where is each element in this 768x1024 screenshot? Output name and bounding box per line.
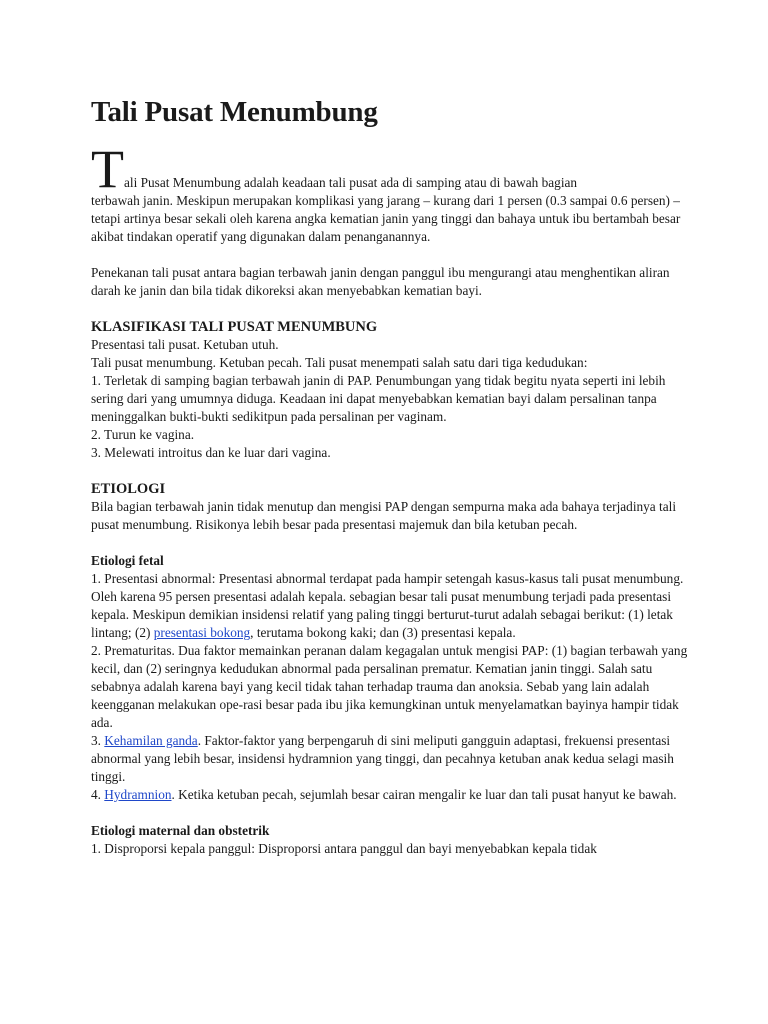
intro-first-line: ali Pusat Menumbung adalah keadaan tali pusat ada di samping atau di bawah bagian bbox=[124, 175, 578, 190]
etiologi-text: Bila bagian terbawah janin tidak menutup dan mengisi PAP dengan sempurna maka ada bahaya terjadinya tali pusat menumbung. Risikonya lebih besar pada presentasi majemuk dan bila ketuban pecah. bbox=[91, 499, 677, 532]
klasifikasi-line: Tali pusat menumbung. Ketuban pecah. Tali pusat menempati salah satu dari tiga kedudukan: bbox=[91, 355, 588, 370]
link-kehamilan-ganda[interactable]: Kehamilan ganda bbox=[104, 733, 198, 748]
fetal-item-1: 1. Presentasi abnormal: Presentasi abnormal terdapat pada hampir setengah kasus-kasus tali pusat menumbung. Oleh karena 95 persen presentasi adalah kepala. sebagian besar tali pusat menumbung terjadi pada presentasi kepala. Meskipun demikian insidensi relatif yang paling tinggi berturut-turut adalah sebagai berikut: (1) letak lintang; (2) presentasi bokong, terutama bokong kaki; dan (3) presentasi kepala. bbox=[91, 571, 684, 640]
drop-cap: T bbox=[91, 139, 124, 199]
klasifikasi-item: 1. Terletak di samping bagian terbawah janin di PAP. Penumbungan yang tidak begitu nyata seperti ini lebih sering dari yang umumnya diduga. Keadaan ini dapat menyebabkan kematian bayi dalam persalinan tanpa meninggalkan bukti-bukti sedikitpun pada persalinan per vaginam. bbox=[91, 373, 666, 424]
link-hydramnion[interactable]: Hydramnion bbox=[104, 787, 172, 802]
paragraph-penekanan: Penekanan tali pusat antara bagian terbawah janin dengan panggul ibu mengurangi atau menghentikan aliran darah ke janin dan bila tidak dikoreksi akan menyebabkan kematian bayi. bbox=[91, 265, 670, 298]
heading-etiologi-maternal: Etiologi maternal dan obstetrik bbox=[91, 823, 270, 838]
link-presentasi-bokong[interactable]: presentasi bokong bbox=[153, 625, 251, 640]
heading-etiologi: ETIOLOGI bbox=[91, 481, 166, 497]
fetal-item-2: 2. Prematuritas. Dua faktor memainkan peranan dalam kegagalan untuk mengisi PAP: (1) bagian terbawah yang kecil, dan (2) seringnya kedudukan abnormal pada persalinan prematur. Kematian janin tinggi. Salah satu sebabnya adalah karena bayi yang kecil tidak tahan terhadap trauma dan anoksia. Sebab yang lain adalah keengganan melakukan ope-rasi besar pada ibu jika kemungkinan untuk menyelamatkan bayinya hampir tidak ada. bbox=[91, 643, 688, 730]
fetal-item-4: 4. Hydramnion. Ketika ketuban pecah, sejumlah besar cairan mengalir ke luar dan tali pusat hanyut ke bawah. bbox=[91, 787, 677, 802]
maternal-item-1: 1. Disproporsi kepala panggul: Disproporsi antara panggul dan bayi menyebabkan kepala tidak bbox=[91, 841, 597, 856]
intro-continuation: terbawah janin. Meskipun merupakan komplikasi yang jarang – kurang dari 1 persen (0.3 sampai 0.6 persen) – tetapi artinya besar sekali oleh karena angka kematian janin yang tinggi dan bahaya untuk ibu bertambah besar akibat tindakan operatif yang digunakan dalam penanganannya. bbox=[91, 193, 681, 244]
page-title: Tali Pusat Menumbung bbox=[91, 96, 378, 128]
document-page bbox=[91, 94, 691, 858]
intro-paragraph bbox=[91, 139, 691, 199]
heading-klasifikasi: KLASIFIKASI TALI PUSAT MENUMBUNG bbox=[91, 319, 378, 335]
klasifikasi-line: Presentasi tali pusat. Ketuban utuh. bbox=[91, 337, 279, 352]
heading-etiologi-fetal: Etiologi fetal bbox=[91, 553, 164, 568]
fetal-item-3: 3. Kehamilan ganda. Faktor-faktor yang berpengaruh di sini meliputi gangguin adaptasi, frekuensi presentasi abnormal yang lebih besar, insidensi hydramnion yang tinggi, dan pecahnya ketuban anak kedua selagi masih tinggi. bbox=[91, 733, 674, 784]
klasifikasi-item: 3. Melewati introitus dan ke luar dari vagina. bbox=[91, 445, 331, 460]
klasifikasi-item: 2. Turun ke vagina. bbox=[91, 427, 195, 442]
